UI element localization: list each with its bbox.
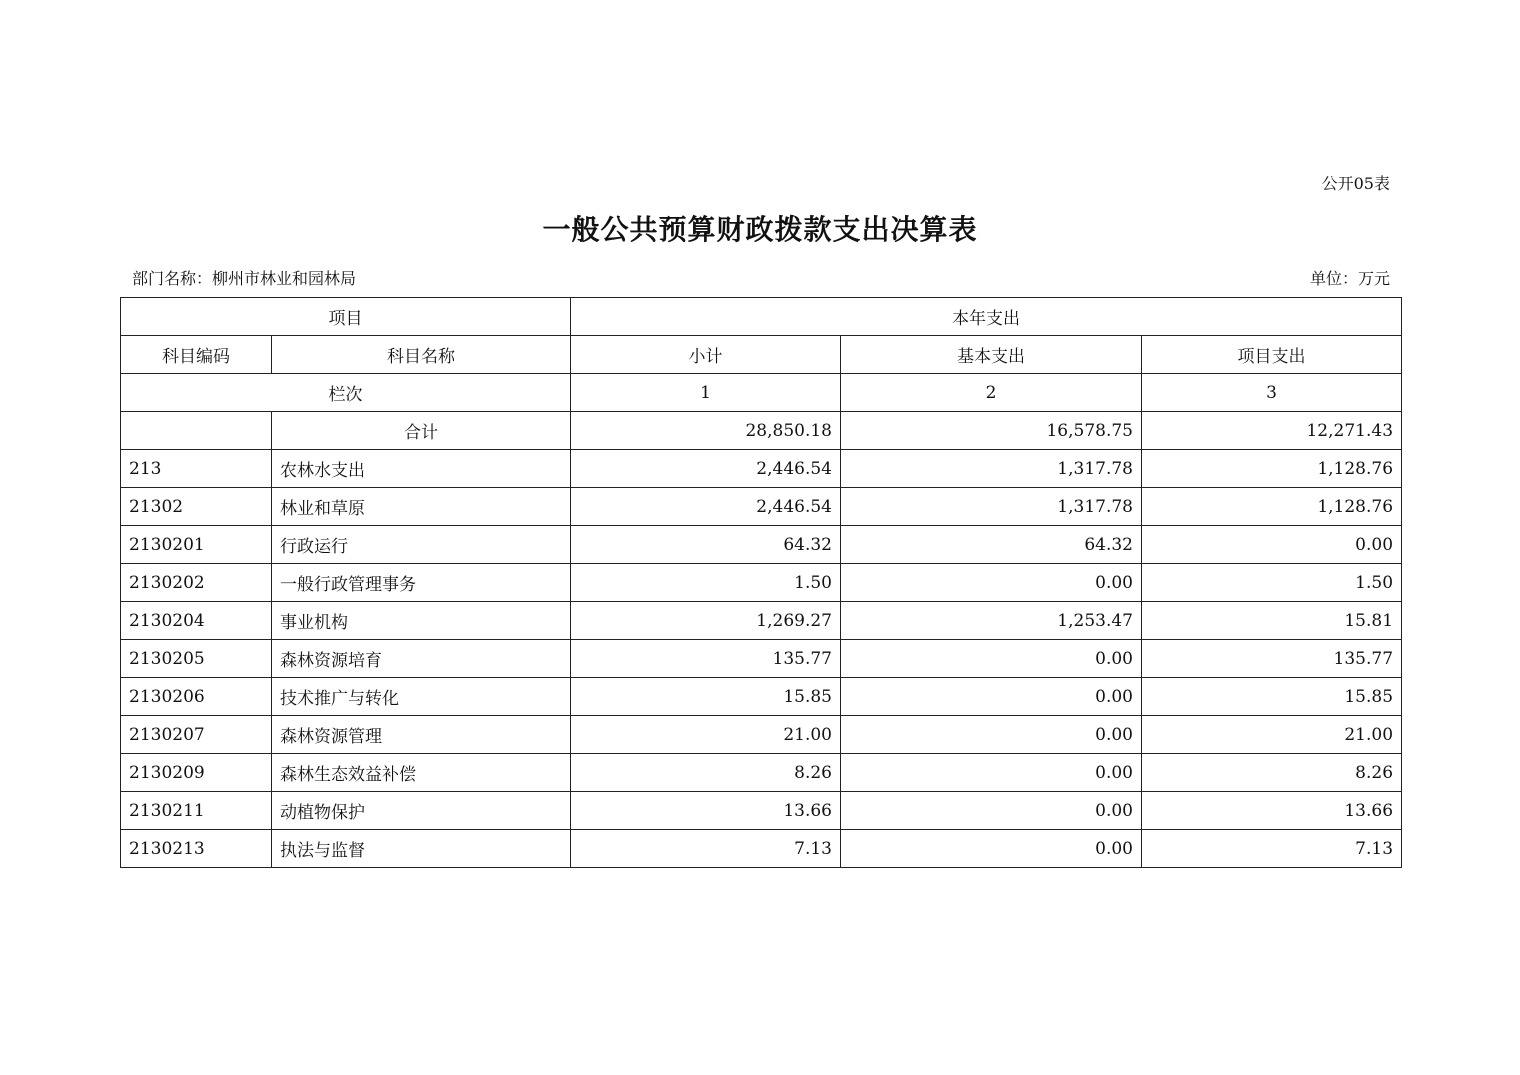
row-name: 动植物保护 (272, 792, 571, 830)
row-basic: 1,253.47 (841, 602, 1142, 640)
row-subtotal: 15.85 (571, 678, 841, 716)
row-basic: 0.00 (841, 640, 1142, 678)
row-project: 21.00 (1142, 716, 1402, 754)
row-name: 执法与监督 (272, 830, 571, 868)
row-code: 2130207 (121, 716, 272, 754)
row-subtotal: 21.00 (571, 716, 841, 754)
row-name: 森林生态效益补偿 (272, 754, 571, 792)
row-name: 技术推广与转化 (272, 678, 571, 716)
row-name: 一般行政管理事务 (272, 564, 571, 602)
row-project: 1,128.76 (1142, 450, 1402, 488)
row-code: 2130204 (121, 602, 272, 640)
row-project: 1,128.76 (1142, 488, 1402, 526)
row-basic: 0.00 (841, 830, 1142, 868)
row-code: 2130209 (121, 754, 272, 792)
table-row (121, 450, 1402, 488)
row-name: 行政运行 (272, 526, 571, 564)
header-item: 项目 (121, 298, 571, 336)
row-code: 213 (121, 450, 272, 488)
header-row-1 (121, 298, 1402, 336)
header-code: 科目编码 (121, 336, 272, 374)
column-number-1: 1 (571, 374, 841, 412)
total-subtotal: 28,850.18 (571, 412, 841, 450)
department-label: 部门名称：柳州市林业和园林局 (132, 269, 357, 288)
page-title: 一般公共预算财政拨款支出决算表 (542, 213, 978, 246)
header-project: 项目支出 (1142, 336, 1402, 374)
row-project: 7.13 (1142, 830, 1402, 868)
header-name: 科目名称 (272, 336, 571, 374)
table-row (121, 792, 1402, 830)
row-name: 林业和草原 (272, 488, 571, 526)
row-basic: 64.32 (841, 526, 1142, 564)
row-basic: 0.00 (841, 792, 1142, 830)
form-number: 公开05表 (1321, 174, 1390, 193)
row-code: 2130206 (121, 678, 272, 716)
row-subtotal: 64.32 (571, 526, 841, 564)
row-name: 事业机构 (272, 602, 571, 640)
header-basic: 基本支出 (841, 336, 1142, 374)
table-row (121, 716, 1402, 754)
table-row (121, 678, 1402, 716)
table-row (121, 830, 1402, 868)
row-name: 森林资源管理 (272, 716, 571, 754)
row-project: 8.26 (1142, 754, 1402, 792)
total-label: 合计 (272, 412, 571, 450)
row-code: 21302 (121, 488, 272, 526)
row-code: 2130201 (121, 526, 272, 564)
row-subtotal: 1.50 (571, 564, 841, 602)
row-subtotal: 8.26 (571, 754, 841, 792)
row-project: 13.66 (1142, 792, 1402, 830)
row-basic: 1,317.78 (841, 450, 1142, 488)
row-basic: 0.00 (841, 716, 1142, 754)
table-row (121, 526, 1402, 564)
row-basic: 0.00 (841, 564, 1142, 602)
total-code (121, 412, 272, 450)
row-basic: 0.00 (841, 754, 1142, 792)
row-project: 135.77 (1142, 640, 1402, 678)
row-code: 2130211 (121, 792, 272, 830)
table-row (121, 488, 1402, 526)
table-row (121, 602, 1402, 640)
row-subtotal: 13.66 (571, 792, 841, 830)
row-code: 2130202 (121, 564, 272, 602)
row-subtotal: 2,446.54 (571, 450, 841, 488)
column-number-row (121, 374, 1402, 412)
unit-label: 单位：万元 (1309, 269, 1390, 288)
table-row (121, 640, 1402, 678)
column-number-label: 栏次 (121, 374, 571, 412)
total-basic: 16,578.75 (841, 412, 1142, 450)
header-current-year: 本年支出 (571, 298, 1402, 336)
column-number-2: 2 (841, 374, 1142, 412)
row-subtotal: 1,269.27 (571, 602, 841, 640)
header-row-2 (121, 336, 1402, 374)
header-subtotal: 小计 (571, 336, 841, 374)
row-basic: 0.00 (841, 678, 1142, 716)
column-number-3: 3 (1142, 374, 1402, 412)
row-name: 森林资源培育 (272, 640, 571, 678)
row-basic: 1,317.78 (841, 488, 1142, 526)
row-code: 2130205 (121, 640, 272, 678)
row-subtotal: 7.13 (571, 830, 841, 868)
expenditure-table (120, 297, 1402, 868)
table-row (121, 564, 1402, 602)
table-row (121, 754, 1402, 792)
total-project: 12,271.43 (1142, 412, 1402, 450)
row-code: 2130213 (121, 830, 272, 868)
row-subtotal: 2,446.54 (571, 488, 841, 526)
row-project: 15.85 (1142, 678, 1402, 716)
row-project: 1.50 (1142, 564, 1402, 602)
total-row (121, 412, 1402, 450)
row-subtotal: 135.77 (571, 640, 841, 678)
row-project: 0.00 (1142, 526, 1402, 564)
row-project: 15.81 (1142, 602, 1402, 640)
row-name: 农林水支出 (272, 450, 571, 488)
